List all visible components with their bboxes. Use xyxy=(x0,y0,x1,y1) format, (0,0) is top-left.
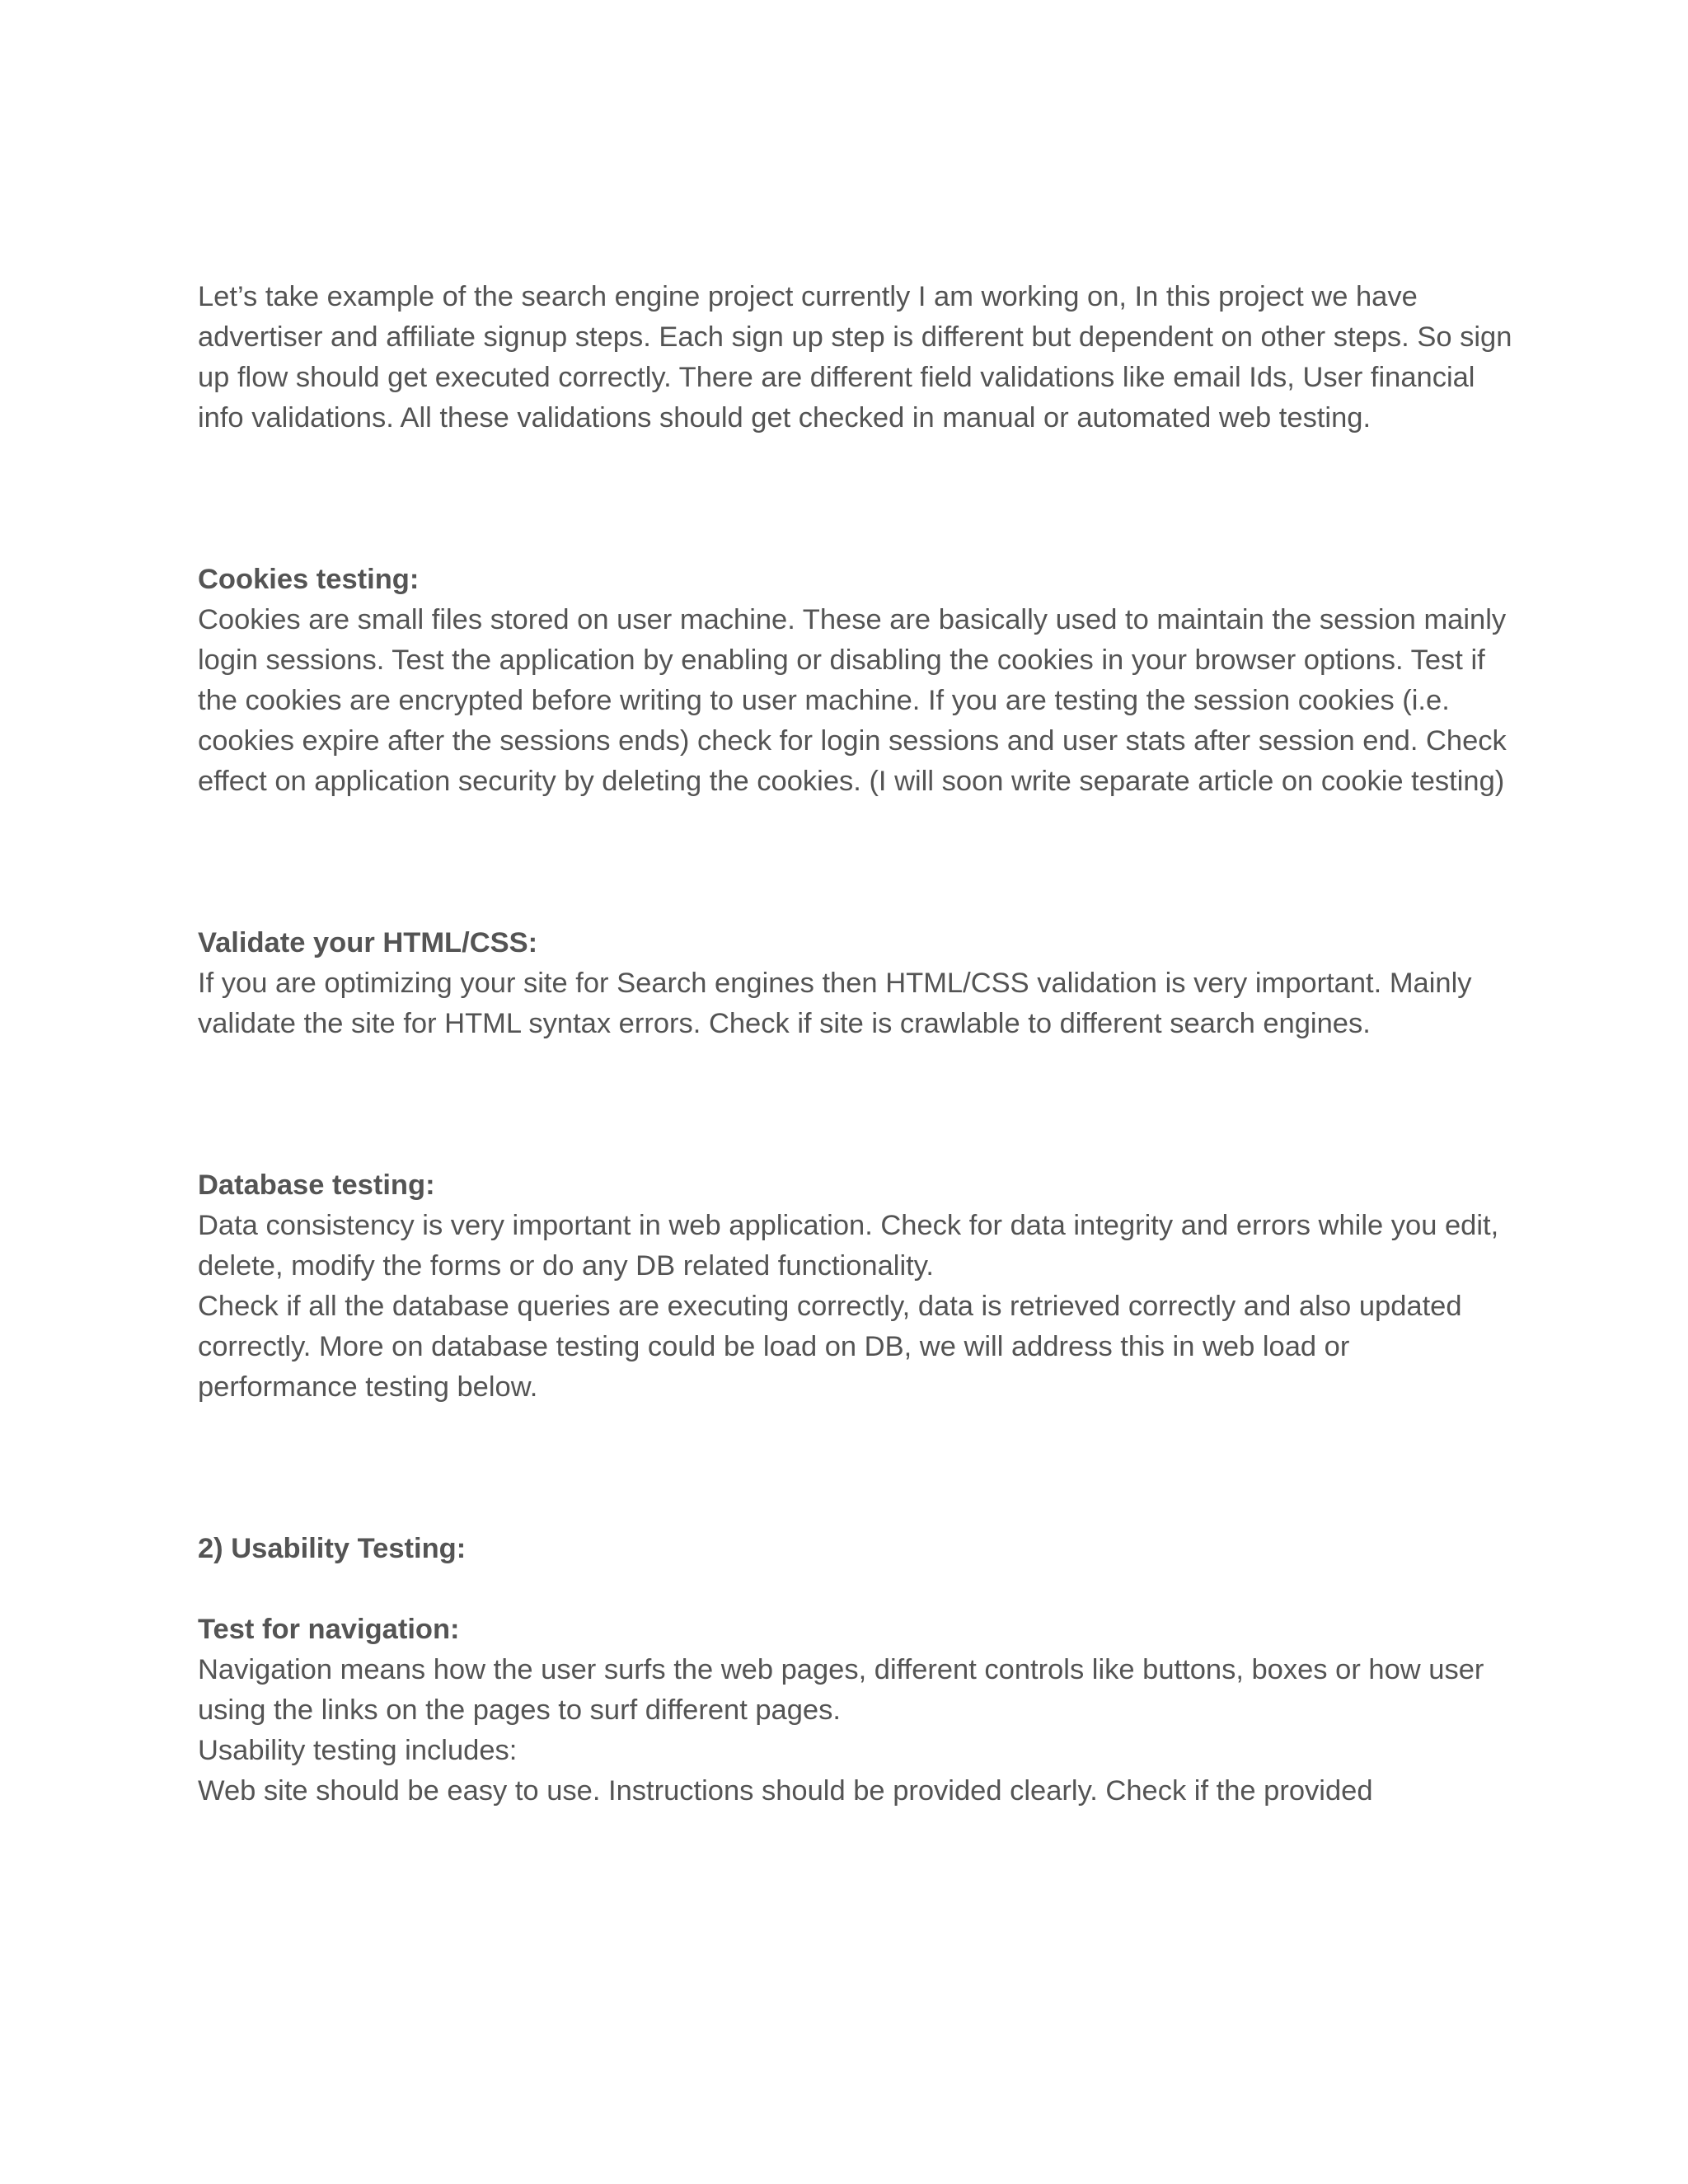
html-css-heading: Validate your HTML/CSS: xyxy=(198,927,538,958)
spacer xyxy=(198,1569,1517,1610)
navigation-paragraph-1: Navigation means how the user surfs the web pages, different controls like buttons, boxes or how user using the links on the pages to surf different pages. xyxy=(198,1654,1484,1726)
spacer xyxy=(198,802,1517,923)
spacer xyxy=(198,1044,1517,1165)
cookies-heading: Cookies testing: xyxy=(198,564,420,595)
spacer xyxy=(198,438,1517,560)
navigation-paragraph-2: Usability testing includes: xyxy=(198,1735,518,1766)
database-paragraph-2: Check if all the database queries are executing correctly, data is retrieved correctly and also updated correctly. More on database testing could be load on DB, we will address this in web load or performance testing below. xyxy=(198,1291,1462,1403)
spacer xyxy=(198,1408,1517,1529)
cookies-paragraph: Cookies are small files stored on user machine. These are basically used to maintain the session mainly login sessions. Test the application by enabling or disabling the cookies in your browser options. Test if the cookies are encrypted before writing to user machine. If you are testing the session cookies (i.e. cookies expire after the sessions ends) check for login sessions and user stats after session end. Check effect on application security by deleting the cookies. (I will soon write separate article on cookie testing) xyxy=(198,604,1507,797)
usability-section-heading: 2) Usability Testing: xyxy=(198,1533,467,1564)
navigation-heading: Test for navigation: xyxy=(198,1614,460,1645)
html-css-paragraph: If you are optimizing your site for Search engines then HTML/CSS validation is very important. Mainly validate the site for HTML syntax errors. Check if site is crawlable to different search engines. xyxy=(198,968,1472,1039)
navigation-paragraph-3: Web site should be easy to use. Instructions should be provided clearly. Check if the provided xyxy=(198,1775,1373,1807)
document-body xyxy=(198,277,1517,1811)
database-paragraph-1: Data consistency is very important in web application. Check for data integrity and errors while you edit, delete, modify the forms or do any DB related functionality. xyxy=(198,1210,1499,1282)
database-heading: Database testing: xyxy=(198,1169,435,1201)
intro-paragraph: Let’s take example of the search engine project currently I am working on, In this project we have advertiser and affiliate signup steps. Each sign up step is different but dependent on other steps. So sign up flow should get executed correctly. There are different field validations like email Ids, User financial info validations. All these validations should get checked in manual or automated web testing. xyxy=(198,281,1512,434)
